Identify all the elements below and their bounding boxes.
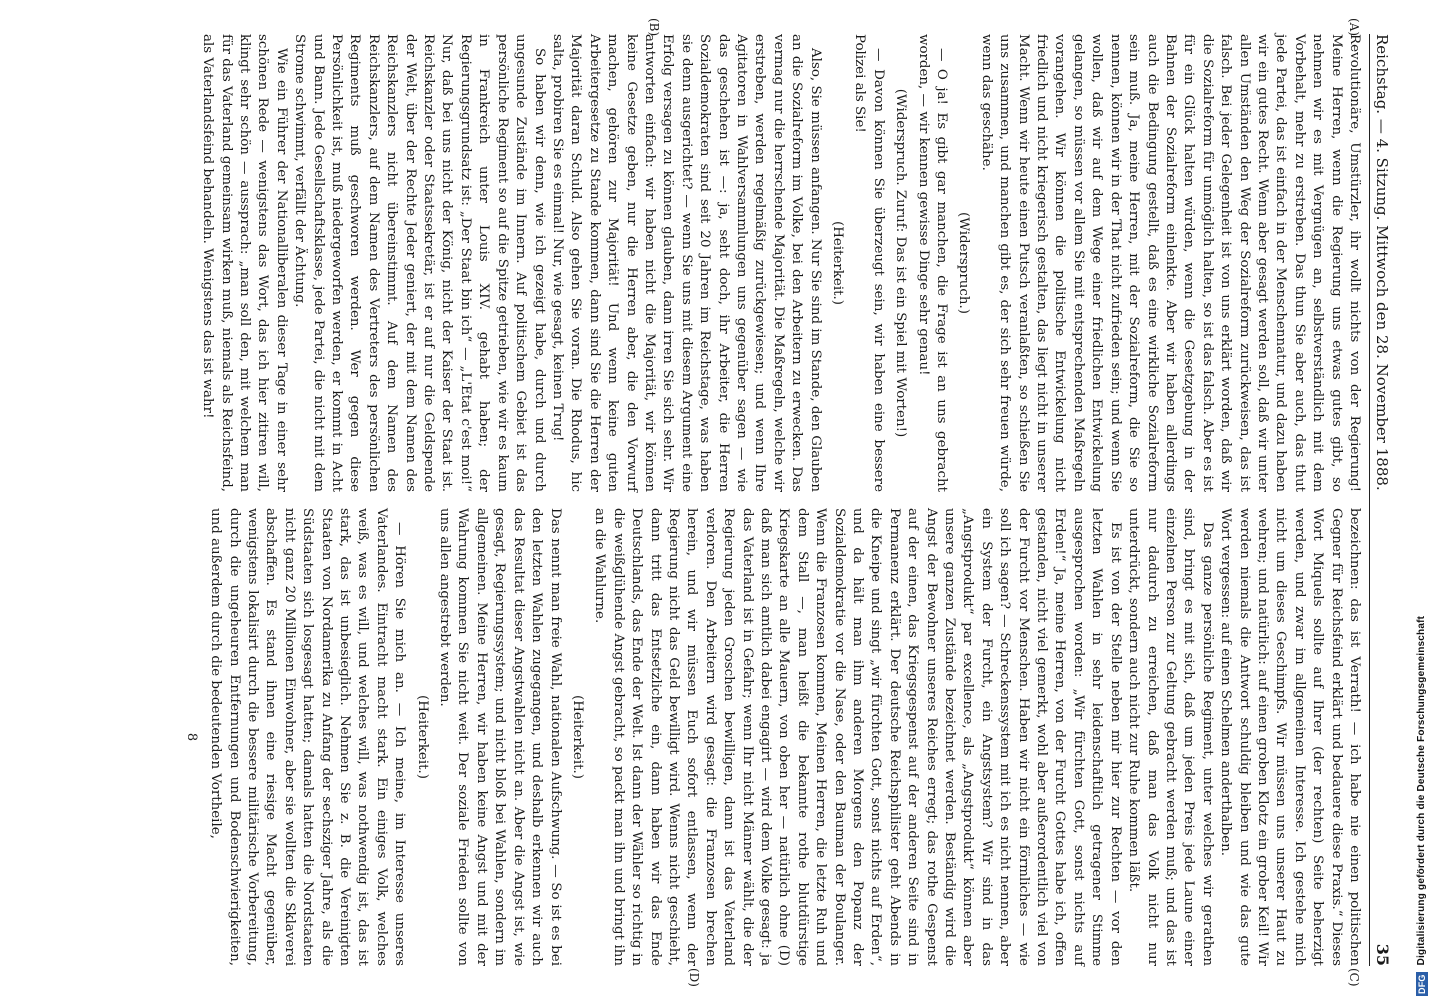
dfg-logo: DFG xyxy=(1417,974,1427,994)
left-column xyxy=(73,18,1363,492)
interjection: (Heiterkeit.) xyxy=(414,695,430,779)
margin-marker-c: (C) xyxy=(1347,968,1361,987)
digitization-credit xyxy=(1416,4,1430,996)
paragraph: Das nennt man freie Wahl, nationalen Aufschwung. — So ist es bei den letzten Wahlen zugegangen, und deshalb erkennen wir auch das Resultat dieser Angstwahlen nicht an. Aber die Angst ist, wie gesagt, Regierungssystem; und nicht bloß bei Wahlen, sondern im allgemeinen. Meine Herren, wir haben keine Angst und mit der Wahrung kommen Sie nicht weit. Der soziale Frieden sollte von uns allen angestrebt werden. xyxy=(437,508,563,966)
page-header xyxy=(1369,34,1392,966)
page-number: 35 xyxy=(1373,943,1392,966)
margin-marker-d: (D) xyxy=(687,968,701,987)
right-column xyxy=(73,508,1363,987)
paragraph: Das ganze persönliche Regiment, unter welches wir gerathen sind, bringt es mit sich, daß um jeden Preis jede Laune einer einzelnen Person zur Geltung gebracht werden muß; und das ist nur dadurch zu erreichen, daß man das Volk nicht nur unterdrückt, sondern auch nicht zur Ruhe kommen läßt. xyxy=(1126,508,1215,966)
credit-text: Digitalisierung gefördert durch die Deutsche Forschungsgemeinschaft xyxy=(1416,615,1427,966)
text-columns xyxy=(73,18,1363,987)
header-title: Reichstag. — 4. Sitzung. Mittwoch den 28. November 1888. xyxy=(1373,34,1391,491)
paragraph: Wie ein Führer der Nationalliberalen dieser Tage in einer sehr schönen Rede — wenigstens das Wort, das ich hier zitiren will, klingt sehr schön — aussprach: „man soll den, mit welchem man für das Vaterland gemeinsam wirken muß, niemals als Reichsfeind, als Vaterlandsfeind behandeln. Wenigstens das ist wahr! xyxy=(200,34,289,492)
sheet-mark: 8 xyxy=(183,732,199,742)
interjection: (Heiterkeit.) xyxy=(830,221,846,305)
paragraph: — O ja! Es gibt gar manchen, die Frage ist an uns gebracht worden, — wir kennen gewisse Dinge sehr genau! xyxy=(915,34,950,492)
paragraph: — Hören Sie mich an. — Ich meine, im Interesse unseres Vaterlandes. Eintracht macht stark. Ein einiges Volk, welches weiß, was es will, und welches will, was nothwendig ist, das ist stark, das ist unbesieglich. Nehmen Sie z. B. die Vereinigten Staaten von Nordamerika zu Anfang der sechsziger Jahre, als die Südstaaten sich losgesagt hatten; damals hatten die Nordstaaten nicht ganz 20 Millionen Einwohner, aber sie wollten die Sklaverei abschaffen. Es stand ihnen eine riesige Macht gegenüber, wenigstens lokalisirt durch die bessere militärische Vorbereitung, durch die ungeheuren Entfernungen und Bodenschwierigkeiten, und außerdem durch die bedeutenden Vortheile, xyxy=(208,508,408,966)
interjection: (Widerspruch. Zuruf: Das ist ein Spiel mit Worten!) xyxy=(893,88,909,438)
paragraph: Also, Sie müssen anfangen. Nur Sie sind im Stande, den Glauben an die Sozialreform im Volke, bei den Arbeitern zu erwecken. Das vermag nur die herrschende Majorität. Die Maßregeln, welche wir erstreben, werden regelmäßig zurückgewiesen; und wenn Ihre Agitatoren in Wahlversammlungen uns gegenüber sagen — wie das geschehen ist —: ja, seht doch, ihr Arbeiter, die Herren Sozialdemokraten sind seit 20 Jahren im Reichstage, was haben sie denn ausgerichtet? — wenn Sie uns mit diesem Argument eine Erfolg versagen zu können glauben, dann irren Sie sich sehr. Wir antworten einfach: wir haben nicht die Majorität, wir können keine Gesetze geben, nur die Herren aber, die den Vorwurf machen, gehören zur Majorität! Und wenn keine guten Arbeitergesetze zu Stande kommen, dann sind Sie die Herren der Majorität daran Schuld. Also gehen Sie voran. Die Rhodus, hic salta, probiren Sie es einmal! Nur, wie gesagt, keinen Trug! xyxy=(549,34,823,492)
margin-marker-b: (B) xyxy=(647,18,661,37)
paragraph: — Davon können Sie überzeugt sein, wir haben eine bessere Polizei als Sie! xyxy=(852,34,886,492)
paragraph: bezeichnen: das ist Verrath! — ich habe nie einen politischen Gegner für Reichsfeind erklärt und bedauere diese Praxis.“ Dieses Wort Miquels sollte auf Ihrer (der rechten) Seite beherzigt werden, und zwar im allgemeinen Interesse. Ich gestehe mich nicht um dieses Geschimpfs. Wir müssen uns unserer Haut zu wehren; und natürlich: auf einen groben Klotz ein grober Keil! Wir werden niemals die Antwort schuldig bleiben und wie das gute Wort vergessen: auf einen Schelmen anderthalben. xyxy=(1218,508,1362,966)
paragraph: Es ist von der Stelle neben mir hier zur Rechten — vor den letzten Wahlen in sehr leidenschaftlich getragener Stimme ausgesprochen worden: „Wir fürchten Gott, sonst nichts auf Erden!“ Ja, meine Herren, von der Furcht Gottes habe ich, offen gestanden, nicht viel gemerkt, wohl aber außerordentlich viel von der Furcht vor Menschen. Haben wir nicht ein förmliches — wie soll ich sagen? — Schreckenssystem mit ich es nicht nennen, aber ein System der Furcht, ein Angstsystem? Wir sind in das „Angstprodukt“ par excellence, als „Angstprodukt“ können aber unsere ganzen Zustände bezeichnet werden. Beständig wird die Angst der Bewohner unseres Reiches erregt; das rothe Gespenst auf der einen, das Kriegsgespenst auf der anderen Seite sind in Permanenz erklärt. Der deutsche Reichsphilister geht Abends in die Kneipe und singt „wir fürchten Gott, sonst nichts auf Erden“, und da hält man ihm anderen Morgens den Popanz der Sozialdemokratie vor die Nase, oder den Bauman der Boulanger. Wenn die Franzosen kommen, Meinen Herren, die letzte Ruh und dem Stall —, man heißt die bekannte rothe blutdürstige Kriegskarte an alle Mauern, von oben her — natürlich ohne (D) daß man sich amtlich dabei engagirt — wird dem Volke gesagt: ja das Vaterland ist in Gefahr; wenn Ihr nicht Männer wählt, die der Regierung jeden Groschen bewilligen, dann ist das Vaterland verloren. Den Arbeitern wird gesagt: die Franzosen brechen herein, und wir müssen Euch sofort entlassen, wenn der Regierung nicht das Geld bewilligt wird. Wenns nicht geschieht, dann tritt das Entsetzliche ein, dann haben wir das Ende Deutschlands, das Ende der Welt. Ist dann der Wähler so richtig in die weißglühende Angst gebracht, so packt man ihn und bringt ihn an die Wahlurne. xyxy=(592,508,1123,966)
paragraph: Revolutionäre, Umstürzler, ihr wollt nichts von der Regierung! Meine Herren, wenn die Regierung uns etwas gutes gibt, so nehmen wir es mit Vergnügen an, selbstverständlich mit dem Vorbehalt, mehr zu erstreben. Das thun Sie aber auch, das thut jede Partei, das ist einfach in der Menschennatur, und dazu haben wir ein gutes Recht. Wenn aber gesagt werden soll, daß wir unter allen Umständen den Weg der Sozialreform zurückweisen, das ist falsch. Bei jeder Gelegenheit ist von uns erklärt worden, daß wir die Sozialreform für unmöglich halten, so ist das falsch. Aber es ist für ein Glück halten würden, wenn die Gesetzgebung in der Bahnen der Sozialreform einlenkte. Aber wir haben allerdings auch die Bedingung gestellt, daß es eine wirkliche Sozialreform sein muß. Ja, meine Herren, mit der Sozialreform, die Sie so nennen, können wir in der That nicht zufrieden sein; und wenn Sie wollen, daß wir auf dem Wege einer friedlichen Entwickelung gelangen, so müssen vor allem Sie mit entsprechenden Maßregeln vorangehen. Wir können die politische Entwickelung nicht friedlich und nicht kriegerisch gestalten, das liegt nicht in unserer Macht. Wenn wir heute einen Putsch veranlaßten, so schießen Sie uns zusammen, und manchen gibt es, der sich sehr freuen würde, wenn das geschähe. xyxy=(978,34,1362,492)
paragraph: So haben wir denn, wie ich gezeigt habe, durch und durch ungesunde Zustände im Innern. Auf politischem Gebiet ist das persönliche Regiment so auf die Spitze getrieben, wie wir es kaum in Frankreich unter Louis XIV. gehabt haben; der Regierungsgrundsatz ist: „Der Staat bin ich“ — „L'Etat c'est moi!“ Nur, daß bei uns nicht der König, nicht der Kaiser der Staat ist. Reichskanzler oder Staatssekretär, ist er auf nur die Geldspende der Welt, über der Rechte Jeder geniert, der mit dem Namen des Reichskanzlers nicht übereinstimmt. Auf dem Namen des Reichskanzlers, auf dem Namen des Vertreters des persönlichen Regiments muß geschworen werden. Wer gegen diese Persönlichkeit ist, muß niedergeworfen werden, er kommt in Acht und Bann. Jede Gesellschaftsklasse, jede Partei, die nicht mit dem Strome schwimmt, verfällt der Ächtung. xyxy=(292,34,547,492)
margin-marker-a: (A) xyxy=(1347,18,1361,37)
interjection: (Heiterkeit.) xyxy=(569,695,585,779)
document-page xyxy=(30,18,1402,987)
interjection: (Widerspruch.) xyxy=(956,211,972,314)
